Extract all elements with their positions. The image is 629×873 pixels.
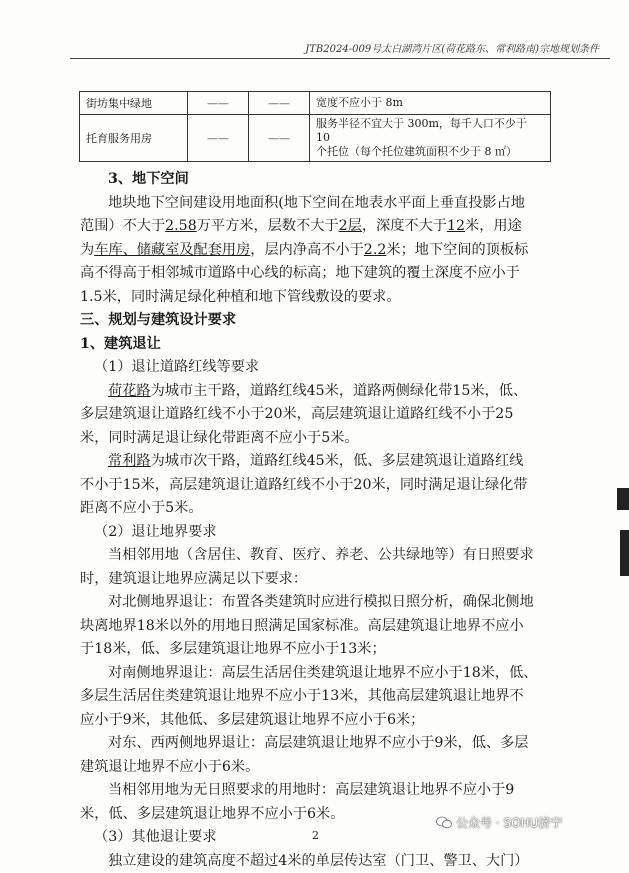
paragraph-line: 不小于15米，高层建筑退让道路红线不小于20米，同时满足退让绿化带: [80, 474, 556, 498]
subsection-heading: （1）退让道路红线等要求: [80, 356, 556, 380]
subsection-heading: （3）其他退让要求: [80, 826, 556, 850]
page-number: 2: [312, 829, 319, 842]
facility-name: 街坊集中绿地: [80, 92, 188, 115]
paragraph-line: 多层生活居住类建筑退让地界不应小于13米，其他高层建筑退让地界不: [80, 685, 556, 709]
underground-area: 2.58: [165, 218, 197, 234]
watermark: [436, 814, 562, 831]
paragraph-line: 对北侧地界退让：布置各类建筑时应进行模拟日照分析，确保北侧地: [80, 591, 556, 615]
paragraph-line: 1.5米，同时满足绿化种植和地下管线敷设的要求。: [80, 286, 556, 310]
table-row: [80, 115, 551, 162]
table-row: [80, 92, 551, 115]
road-name: 荷花路: [108, 383, 151, 399]
section-heading: 1、建筑退让: [80, 333, 556, 357]
paragraph-line: 米，低、多层建筑退让地界不应小于6米。: [80, 803, 556, 827]
clear-height: 2.2: [364, 242, 387, 258]
section-heading: 3、地下空间: [80, 168, 556, 192]
underground-use: 车库、储藏室及配套用房: [94, 242, 250, 258]
paragraph-line: 地块地下空间建设用地面积(地下空间在地表水平面上垂直投影占地: [80, 192, 556, 216]
requirement-line: 个托位（每个托位建筑面积不少于 8 ㎡）: [316, 145, 544, 159]
facility-requirement: 宽度不应小于 8m: [310, 92, 551, 115]
facility-cell: ——: [249, 92, 310, 115]
paragraph-line: 对南侧地界退让：高层生活居住类建筑退让地界不应小于18米，低、: [80, 662, 556, 686]
paragraph-line: 高不得高于相邻城市道路中心线的标高；地下建筑的覆土深度不应小于: [80, 262, 556, 286]
facility-cell: ——: [249, 115, 310, 162]
header-rule: [70, 58, 610, 59]
wechat-icon: [436, 816, 452, 829]
part-heading: 三、规划与建筑设计要求: [80, 309, 556, 333]
facility-cell: ——: [188, 92, 249, 115]
paragraph-line: 时，建筑退让地界应满足以下要求：: [80, 568, 556, 592]
facility-requirement: [310, 115, 551, 162]
document-header: JTB2024-009号太白湖湾片区(荷花路东、常利路南)宗地规划条件: [305, 40, 599, 55]
underground-floors: 2层: [339, 218, 362, 234]
facility-cell: ——: [188, 115, 249, 162]
requirement-line: 服务半径不宜大于 300m，每千人口不少于 10: [316, 117, 544, 145]
paragraph-line: 常利路为城市次干路，道路红线45米，低、多层建筑退让道路红线: [80, 450, 556, 474]
paragraph-line: 距离不应小于5米。: [80, 497, 556, 521]
facility-name: 托育服务用房: [80, 115, 188, 162]
paragraph-line: 应小于9米，其他低、多层建筑退让地界不应小于6米；: [80, 709, 556, 733]
road-name: 常利路: [108, 453, 151, 469]
paragraph-line: 建筑退让地界不应小于6米。: [80, 756, 556, 780]
document-body: [80, 168, 556, 873]
paragraph-line: 范围）不大于2.58万平方米，层数不大于2层，深度不大于12米，用途: [80, 215, 556, 239]
paragraph-line: 为车库、储藏室及配套用房，层内净高不小于2.2米；地下空间的顶板标: [80, 239, 556, 263]
paragraph-line: 荷花路为城市主干路，道路红线45米，道路两侧绿化带15米，低、: [80, 380, 556, 404]
paragraph-line: 多层建筑退让道路红线不小于20米，高层建筑退让道路红线不小于25: [80, 403, 556, 427]
watermark-text: 公众号 · SOHU济宁: [456, 816, 562, 830]
paragraph-line: 对东、西两侧地界退让：高层建筑退让地界不应小于9米，低、多层: [80, 732, 556, 756]
paragraph-line: 独立建设的建筑高度不超过4米的单层传达室（门卫、警卫、大门）: [80, 850, 556, 873]
subsection-heading: （2）退让地界要求: [80, 521, 556, 545]
scan-edge-mark: [617, 488, 629, 510]
paragraph-line: 米，同时满足退让绿化带距离不应小于5米。: [80, 427, 556, 451]
scan-edge-mark: [620, 530, 629, 576]
underground-depth: 12: [447, 218, 465, 234]
facility-table: [79, 91, 551, 162]
paragraph-line: 块离地界18米以外的用地日照满足国家标准。高层建筑退让地界不应小: [80, 615, 556, 639]
paragraph-line: 于18米，低、多层建筑退让地界不应小于13米；: [80, 638, 556, 662]
paragraph-line: 当相邻用地（含居住、教育、医疗、养老、公共绿地等）有日照要求: [80, 544, 556, 568]
paragraph-line: 当相邻用地为无日照要求的用地时：高层建筑退让地界不应小于9: [80, 779, 556, 803]
